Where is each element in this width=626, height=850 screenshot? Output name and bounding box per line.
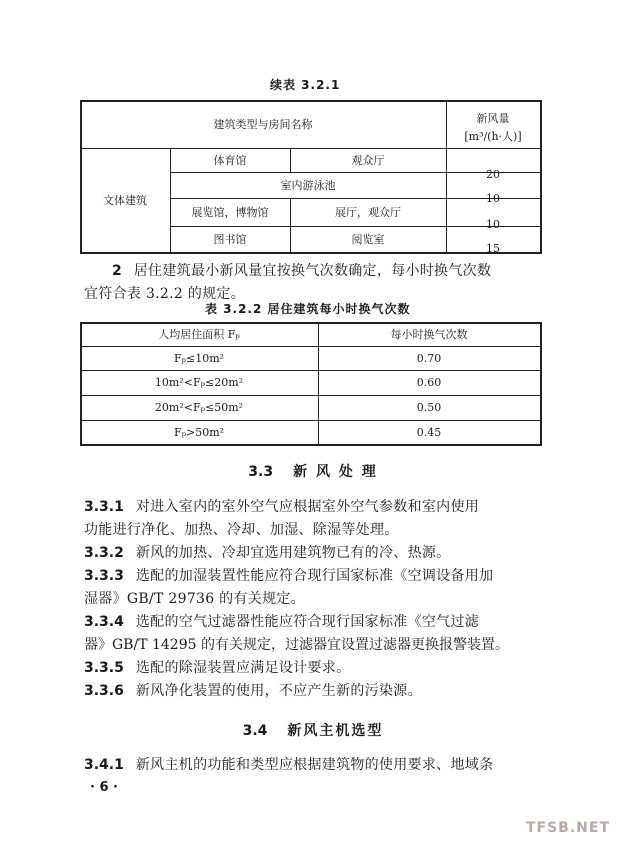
clause-3-3-3 — [84, 565, 554, 611]
section-number: 3.4 — [242, 723, 268, 739]
clause-number: 3.3.2 — [84, 545, 124, 561]
clause-number: 3.3.4 — [84, 614, 124, 630]
paragraph-number: 2 — [112, 263, 122, 279]
table-cell: 展览馆，博物馆 — [191, 206, 269, 219]
paragraph-text: 宜符合表 3.2.2 的规定。 — [84, 286, 246, 302]
table-cell-value: 0.50 — [416, 401, 442, 414]
clause-number: 3.3.3 — [84, 568, 124, 584]
paragraph-text: 居住建筑最小新风量宜按换气次数确定，每小时换气次数 — [133, 263, 492, 279]
table-cell: 体育馆 — [213, 154, 247, 167]
section-heading-3-3 — [0, 461, 626, 481]
table-322-header-rate: 每小时换气次数 — [390, 328, 468, 341]
watermark-logo: TFSB.NET — [525, 820, 610, 836]
table-cell: 室内游泳池 — [280, 179, 336, 192]
table-cell-value: 10 — [486, 217, 500, 231]
table-321-header-unit: [m³/(h·人)] — [464, 130, 522, 143]
table-cell: 20m²<Fₚ≤50m² — [154, 401, 244, 414]
table-cell: Fₚ≤10m² — [173, 351, 225, 365]
section-title: 新风主机选型 — [287, 723, 384, 739]
clause-3-3-6 — [84, 680, 554, 703]
page-number: · 6 · — [90, 780, 118, 795]
table-cell-value: 0.60 — [416, 376, 442, 389]
section-heading-3-4 — [0, 720, 626, 740]
table-322-bottom-rule — [80, 444, 542, 446]
table-322-header-area: 人均居住面积 Fₚ — [158, 328, 240, 341]
table-cell: 展厅，观众厅 — [335, 206, 401, 219]
clause-text: 器》GB/T 14295 的有关规定，过滤器宜设置过滤器更换报警装置。 — [84, 637, 509, 653]
clause-text: 选配的除湿装置应满足设计要求。 — [135, 660, 351, 676]
table-322-caption: 表 3.2.2 居住建筑每小时换气次数 — [205, 302, 411, 316]
clause-text: 新风主机的功能和类型应根据建筑物的使用要求、地域条 — [135, 757, 494, 773]
clause-text: 选配的加湿装置性能应符合现行国家标准《空调设备用加 — [135, 568, 494, 584]
clause-3-4-1 — [84, 754, 554, 777]
table-321-header-air: 新风量 — [476, 112, 510, 125]
table-321-category: 文体建筑 — [103, 194, 147, 207]
table-cell-value: 10 — [486, 191, 500, 205]
clause-3-3-4 — [84, 611, 554, 657]
table-cell: 图书馆 — [213, 233, 247, 246]
table-322-right-edge — [540, 322, 542, 446]
table-cell-value: 20 — [486, 167, 500, 181]
clause-text: 功能进行净化、加热、冷却、加湿、除湿等处理。 — [84, 522, 399, 538]
section-number: 3.3 — [248, 464, 274, 480]
table-cell-value: 15 — [486, 241, 500, 255]
clause-text: 新风的加热、冷却宜选用建筑物已有的冷、热源。 — [135, 545, 451, 561]
clause-3-3-2 — [84, 542, 554, 565]
table-cell-value: 0.45 — [416, 425, 442, 439]
clause-number: 3.4.1 — [84, 757, 124, 773]
table-cell: 10m²<Fₚ≤20m² — [154, 376, 244, 389]
clause-text: 新风净化装置的使用，不应产生新的污染源。 — [135, 683, 422, 699]
clause-text: 选配的空气过滤器性能应符合现行国家标准《空气过滤 — [135, 614, 480, 630]
table-cell: 阅览室 — [351, 233, 385, 246]
clause-text: 对进入室内的室外空气应根据室外空气参数和室内使用 — [135, 499, 480, 515]
clause-3-3-5 — [84, 657, 554, 680]
section-title: 新 风 处 理 — [293, 464, 378, 480]
table-cell: 观众厅 — [351, 154, 385, 167]
table-321-right-edge — [540, 100, 542, 254]
clause-number: 3.3.6 — [84, 683, 124, 699]
clause-number: 3.3.5 — [84, 660, 124, 676]
table-321-caption: 续表 3.2.1 — [270, 78, 341, 92]
clause-number: 3.3.1 — [84, 499, 124, 515]
clause-3-3-1 — [84, 496, 554, 542]
clause-text: 湿器》GB/T 29736 的有关规定。 — [84, 591, 305, 607]
table-cell: Fₚ>50m² — [173, 425, 225, 439]
table-321-header-type: 建筑类型与房间名称 — [213, 118, 313, 131]
table-cell-value: 0.70 — [416, 351, 442, 365]
